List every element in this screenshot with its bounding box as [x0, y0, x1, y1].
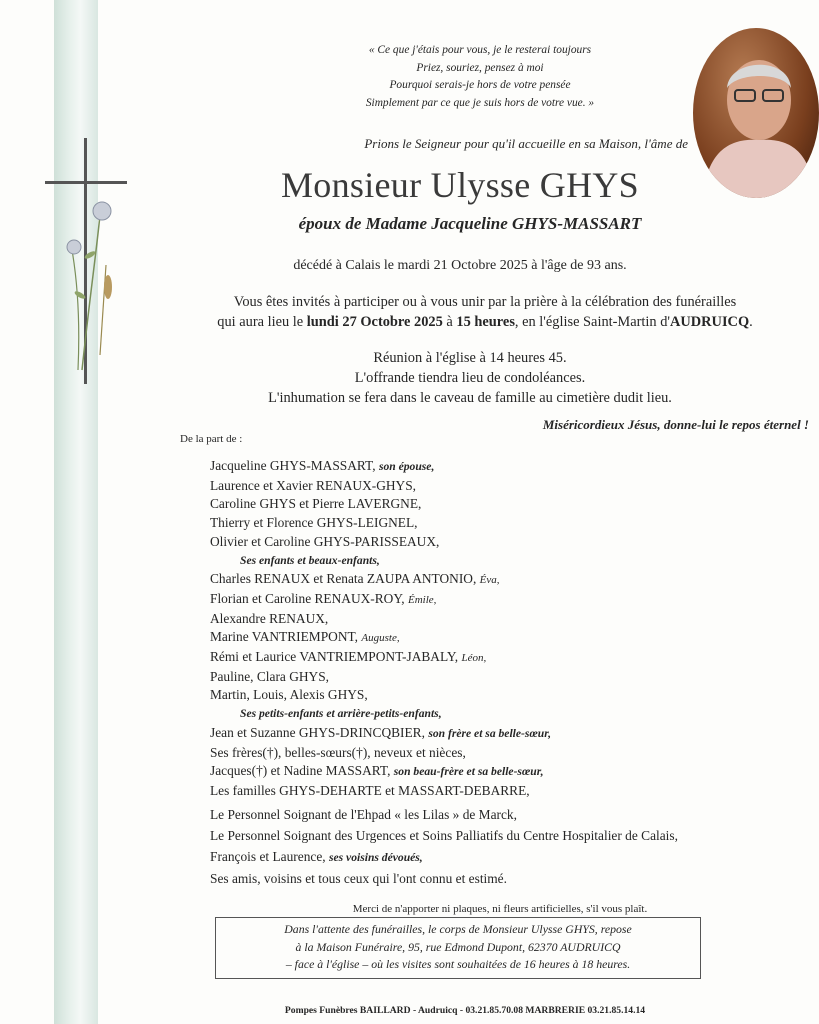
funeral-date: lundi 27 Octobre 2025 [306, 314, 443, 330]
group-label: Ses enfants et beaux-enfants, [240, 553, 380, 567]
list-item: Le Personnel Soignant de l'Ehpad « les Lilas » de Marck, [210, 807, 517, 822]
detail-line: Réunion à l'église à 14 heures 45. [373, 350, 567, 366]
visitation-line: Dans l'attente des funérailles, le corps de Monsieur Ulysse GHYS, repose [284, 922, 632, 936]
portrait-icon [693, 28, 819, 198]
visitation-line: – face à l'église – où les visites sont souhaitées de 16 heures à 18 heures. [285, 957, 631, 971]
list-item: Les familles GHYS-DEHARTE et MASSART-DEBARRE, [210, 782, 530, 798]
list-item: Charles RENAUX et Renata ZAUPA ANTONIO, Éva, [210, 571, 500, 587]
detail-line: L'offrande tiendra lieu de condoléances. [354, 370, 586, 386]
poem-line: « Ce que j'étais pour vous, je le resterai toujours [368, 44, 592, 56]
list-item: Jacqueline GHYS-MASSART, son épouse, [210, 458, 435, 473]
list-item: Olivier et Caroline GHYS-PARISSEAUX, [210, 533, 440, 549]
list-item: Le Personnel Soignant des Urgences et Soins Palliatifs du Centre Hospitalier de Calais, [210, 828, 678, 843]
funeral-town: AUDRUICQ [669, 314, 750, 330]
invitation-line: qui aura lieu le lundi 27 Octobre 2025 à 15 heures, en l'église Saint-Martin d'AUDRUICQ. [217, 314, 753, 330]
list-item: François et Laurence, ses voisins dévoués, [210, 849, 423, 864]
list-item: Jacques(†) et Nadine MASSART, son beau-frère et sa belle-sœur, [210, 763, 544, 779]
from-label: De la part de : [180, 433, 243, 445]
invitation-line: Vous êtes invités à participer ou à vous unir par la prière à la célébration des funérailles [233, 294, 737, 310]
list-item: Pauline, Clara GHYS, [210, 668, 330, 684]
portrait-photo [693, 28, 819, 198]
list-item: Laurence et Xavier RENAUX-GHYS, [210, 477, 416, 493]
funeral-time: 15 heures [456, 314, 515, 330]
poem-line: Priez, souriez, pensez à moi [416, 61, 544, 74]
poem-line: Pourquoi serais-je hors de votre pensée [389, 79, 571, 91]
spouse-line: époux de Madame Jacqueline GHYS-MASSART [298, 214, 642, 233]
list-item: Thierry et Florence GHYS-LEIGNEL, [210, 515, 418, 531]
list-item: Rémi et Laurice VANTRIEMPONT-JABALY, Léon, [210, 649, 487, 665]
poem [300, 42, 660, 112]
invitation [150, 292, 819, 332]
list-item: Alexandre RENAUX, [210, 610, 329, 626]
flower-icon [60, 195, 130, 375]
list-item: Ses amis, voisins et tous ceux qui l'ont connu et estimé. [210, 871, 507, 886]
ceremony-details [190, 348, 750, 408]
visitation-box [215, 917, 701, 979]
group-label: Ses petits-enfants et arrière-petits-enfants, [240, 707, 442, 721]
visitation-line: à la Maison Funéraire, 95, rue Edmond Dupont, 62370 AUDRUICQ [295, 939, 621, 954]
list-item: Florian et Caroline RENAUX-ROY, Émile, [210, 590, 437, 606]
flowers-note: Merci de n'apporter ni plaques, ni fleurs artificielles, s'il vous plaît. [352, 903, 648, 915]
prayer-line: Miséricordieux Jésus, donne-lui le repos éternel ! [542, 417, 809, 432]
intro-text: Prions le Seigneur pour qu'il accueille en sa Maison, l'âme de [364, 136, 688, 151]
list-item: Ses frères(†), belles-sœurs(†), neveux et nièces, [210, 744, 466, 760]
decorative-ribbon [54, 0, 98, 1024]
cross-bar [45, 181, 127, 184]
staff-list [210, 804, 678, 889]
deceased-name: Monsieur Ulysse GHYS [280, 165, 639, 205]
list-item: Marine VANTRIEMPONT, Auguste, [210, 629, 400, 645]
family-list [210, 457, 551, 801]
list-item: Jean et Suzanne GHYS-DRINCQBIER, son frère et sa belle-sœur, [210, 724, 552, 740]
poem-line: Simplement par ce que je suis hors de votre vue. » [365, 96, 595, 109]
list-item: Martin, Louis, Alexis GHYS, [210, 687, 368, 703]
footer-contacts: Pompes Funèbres BAILLARD - Audruicq - 03.21.85.70.08 MARBRERIE 03.21.85.14.14 [284, 1005, 646, 1016]
death-line: décédé à Calais le mardi 21 Octobre 2025 à l'âge de 93 ans. [293, 258, 627, 273]
detail-line: L'inhumation se fera dans le caveau de famille au cimetière dudit lieu. [268, 390, 672, 406]
list-item: Caroline GHYS et Pierre LAVERGNE, [210, 496, 422, 512]
